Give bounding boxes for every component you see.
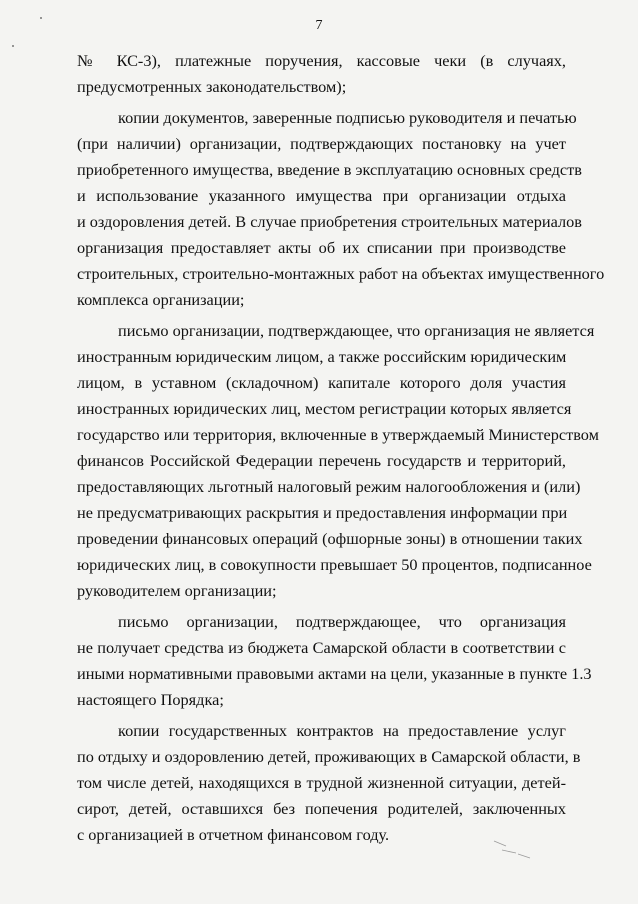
faint-mark-icon xyxy=(492,838,532,860)
text-line: письмо организации, подтверждающее, что организация не является xyxy=(118,321,595,340)
text-line: руководителем организации; xyxy=(77,581,277,600)
text-line: проведении финансовых операций (офшорные зоны) в отношении таких xyxy=(77,529,583,548)
text-line: (при наличии) организации, подтверждающих постановку на учет xyxy=(77,134,566,153)
scan-speck xyxy=(12,45,14,47)
text-line: и оздоровления детей. В случае приобретения строительных материалов xyxy=(77,212,582,231)
text-line: приобретенного имущества, введение в эксплуатацию основных средств xyxy=(77,160,582,179)
text-line: письмо организации, подтверждающее, что организация xyxy=(118,612,566,631)
text-line: комплекса организации; xyxy=(77,290,245,309)
text-line: по отдыху и оздоровлению детей, проживающих в Самарской области, в xyxy=(77,747,581,766)
text-line: настоящего Порядка; xyxy=(77,690,224,709)
text-line: организация предоставляет акты об их списании при производстве xyxy=(77,238,566,257)
text-line: сирот, детей, оставшихся без попечения родителей, заключенных xyxy=(77,799,566,818)
text-line: строительных, строительно-монтажных работ на объектах имущественного xyxy=(77,264,605,283)
text-line: иностранных юридических лиц, местом регистрации которых является xyxy=(77,399,572,418)
text-line: юридических лиц, в совокупности превышает 50 процентов, подписанное xyxy=(77,555,592,574)
page-number: 7 xyxy=(315,18,323,33)
text-line: не предусматривающих раскрытия и предоставления информации при xyxy=(77,503,568,522)
text-line: № КС-3), платежные поручения, кассовые чеки (в случаях, xyxy=(77,51,566,70)
text-line: том числе детей, находящихся в трудной жизненной ситуации, детей- xyxy=(77,773,566,792)
text-line: копии документов, заверенные подписью руководителя и печатью xyxy=(118,108,577,127)
document-body xyxy=(77,48,605,848)
scan-speck xyxy=(40,17,42,19)
text-line: и использование указанного имущества при организации отдыха xyxy=(77,186,566,205)
text-line: иностранным юридическим лицом, а также российским юридическим xyxy=(77,347,567,366)
text-line: копии государственных контрактов на предоставление услуг xyxy=(118,721,566,740)
text-line: не получает средства из бюджета Самарской области в соответствии с xyxy=(77,638,566,657)
text-line: предоставляющих льготный налоговый режим налогообложения и (или) xyxy=(77,477,581,496)
text-line: иными нормативными правовыми актами на цели, указанные в пункте 1.3 xyxy=(77,664,592,683)
text-line: лицом, в уставном (складочном) капитале которого доля участия xyxy=(77,373,566,392)
text-line: государство или территория, включенные в утверждаемый Министерством xyxy=(77,425,599,444)
text-line: финансов Российской Федерации перечень государств и территорий, xyxy=(77,451,566,470)
text-line: с организацией в отчетном финансовом году. xyxy=(77,825,390,844)
text-line: предусмотренных законодательством); xyxy=(77,77,347,96)
